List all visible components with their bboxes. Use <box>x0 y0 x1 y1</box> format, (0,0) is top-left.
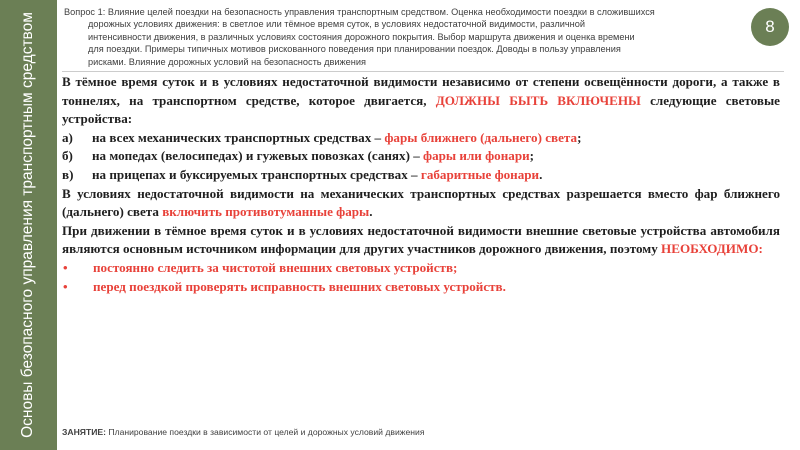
bullet-icon: • <box>63 278 68 294</box>
list-item-label: б) <box>62 148 73 164</box>
list-item-emphasis: фары или фонари <box>423 148 530 164</box>
header-divider <box>62 71 784 72</box>
list-item-text: на всех механических транспортных средствах – <box>92 129 385 145</box>
bullet-icon: • <box>63 259 68 275</box>
list-item-label: а) <box>62 129 73 145</box>
question-label: Вопрос 1: <box>64 7 106 17</box>
list-item-text: на мопедах (велосипедах) и гужевых повозках (санях) – <box>92 148 424 164</box>
list-item-emphasis: габаритные фонари <box>420 166 540 182</box>
list-item-tail: . <box>539 166 543 182</box>
footer-label: ЗАНЯТИЕ: <box>62 427 106 437</box>
list-item <box>62 147 780 166</box>
paragraph-3-text: При движении в тёмное время суток и в условиях недостаточной видимости внешние световые устройства автомобиля являются основным источником информации для других участников дорожного движения, поэтому <box>62 222 780 257</box>
slide-number-badge: 8 <box>751 8 789 46</box>
footer <box>62 427 762 437</box>
bullet-item <box>62 278 780 297</box>
question-line-4: для поездки. Примеры типичных мотивов рискованного поведения при планировании поездок. Доводы в пользу управления <box>88 44 621 55</box>
main-content <box>62 73 780 296</box>
question-line-2: дорожных условиях движения: в светлое или тёмное время суток, в условиях недостаточной видимости, различной <box>88 19 585 30</box>
paragraph-2 <box>62 185 780 222</box>
footer-text: Планирование поездки в зависимости от целей и дорожных условий движения <box>106 427 425 437</box>
sidebar <box>0 0 57 450</box>
paragraph-1 <box>62 73 780 129</box>
bullet-text: перед поездкой проверять исправность внешних световых устройств. <box>93 278 506 294</box>
question-line-1: Влияние целей поездки на безопасность управления транспортным средством. Оценка необходимости поездки в сложившихся <box>107 7 655 17</box>
paragraph-3 <box>62 222 780 259</box>
question-header <box>64 6 744 68</box>
list-item-text: на прицепах и буксируемых транспортных средствах – <box>92 166 421 182</box>
paragraph-1-tail: следующие световые устройства: <box>62 92 780 127</box>
list-item-tail: ; <box>529 148 535 164</box>
list-item <box>62 129 780 148</box>
paragraph-2-tail: . <box>369 204 373 220</box>
question-line-3: интенсивности движения, в различных условиях состояния дорожного покрытия. Выбор маршрута движения и оценка времени <box>88 31 635 42</box>
paragraph-1-text: В тёмное время суток и в условиях недостаточной видимости независимо от степени освещённости дороги, а также в тоннелях, на транспортном средстве, которое двигается, <box>62 74 780 108</box>
list-item-label: в) <box>62 166 74 182</box>
sidebar-title: Основы безопасного управления транспортным средством <box>19 12 36 438</box>
paragraph-1-emphasis: ДОЛЖНЫ БЫТЬ ВКЛЮЧЕНЫ <box>435 92 641 108</box>
paragraph-2-emphasis: включить противотуманные фары <box>162 204 370 220</box>
question-line-5: рисками. Влияние дорожных условий на безопасность движения <box>88 56 366 67</box>
bullet-item <box>62 259 780 278</box>
list-item-tail: ; <box>577 129 582 145</box>
bullet-text: постоянно следить за чистотой внешних световых устройств; <box>93 259 458 275</box>
paragraph-2-text: В условиях недостаточной видимости на механических транспортных средствах разрешается вместо фар ближнего (дальнего) света <box>62 185 780 220</box>
list-item <box>62 166 780 185</box>
list-item-emphasis: фары ближнего (дальнего) света <box>384 129 578 145</box>
paragraph-3-emphasis: НЕОБХОДИМО: <box>661 241 763 257</box>
